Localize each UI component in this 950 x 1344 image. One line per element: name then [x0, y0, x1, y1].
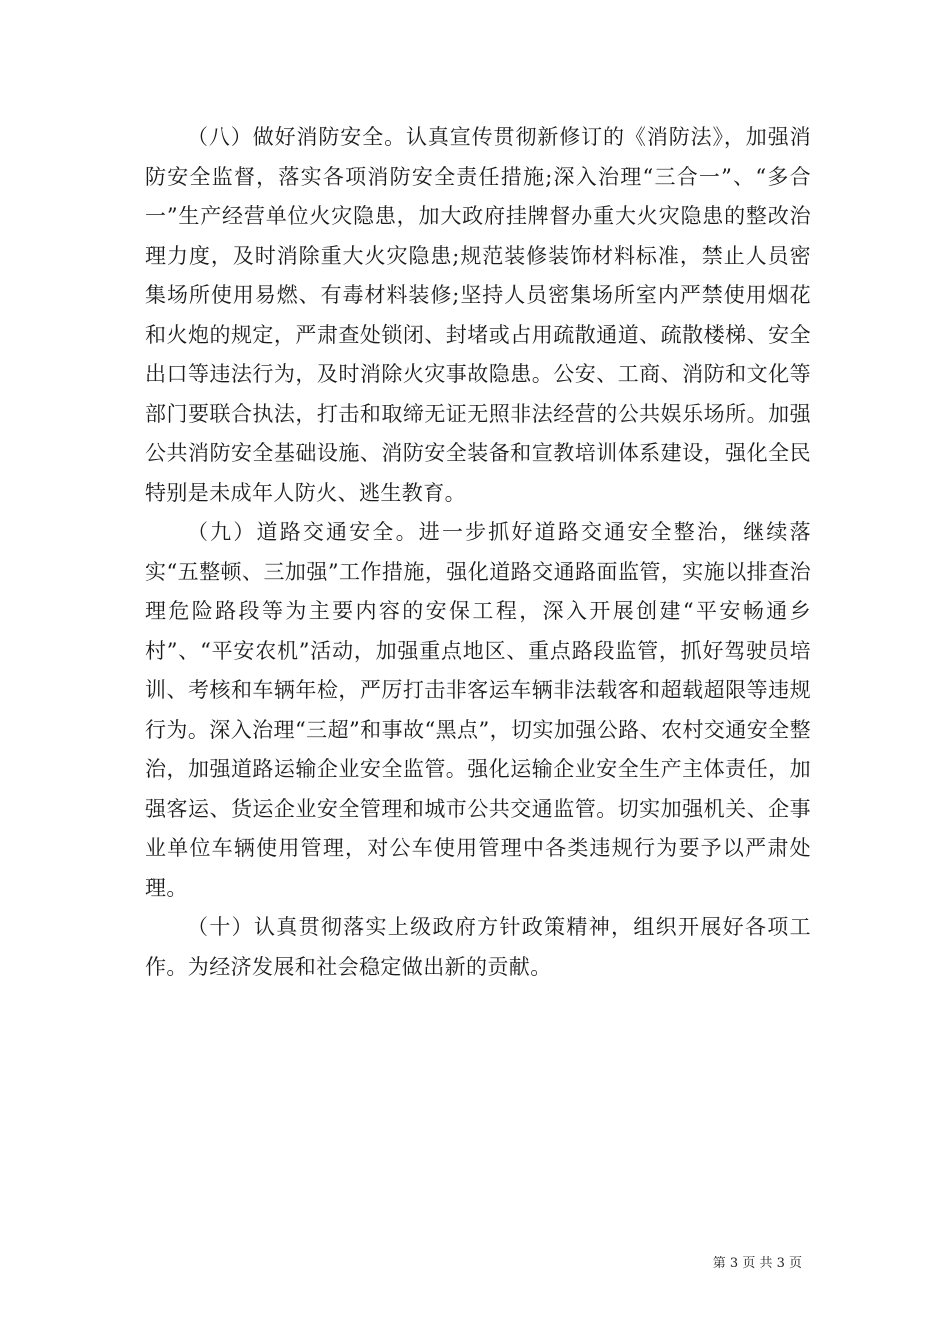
paragraph-implement-policy: （十）认真贯彻落实上级政府方针政策精神，组织开展好各项工作。为经济发展和社会稳定做出新的贡献。: [145, 915, 811, 979]
document-body: [145, 118, 811, 987]
paragraph-road-traffic-safety: （九）道路交通安全。进一步抓好道路交通安全整治，继续落实“五整顿、三加强”工作措施，强化道路交通路面监管，实施以排查治理危险路段等为主要内容的安保工程，深入开展创建“平安畅通乡村”、“平安农机”活动，加强重点地区、重点路段监管，抓好驾驶员培训、考核和车辆年检，严厉打击非客运车辆非法载客和超载超限等违规行为。深入治理“三超”和事故“黑点”，切实加强公路、农村交通安全整治，加强道路运输企业安全监管。强化运输企业安全生产主体责任，加强客运、货运企业安全管理和城市公共交通监管。切实加强机关、企事业单位车辆使用管理，对公车使用管理中各类违规行为要予以严肃处理。: [145, 520, 811, 900]
page-number-footer: 第 3 页 共 3 页: [712, 1256, 802, 1271]
paragraph-fire-safety: （八）做好消防安全。认真宣传贯彻新修订的《消防法》，加强消防安全监督，落实各项消防安全责任措施;深入治理“三合一”、“多合一”生产经营单位火灾隐患，加大政府挂牌督办重大火灾隐患的整改治理力度，及时消除重大火灾隐患;规范装修装饰材料标准，禁止人员密集场所使用易燃、有毒材料装修;坚持人员密集场所室内严禁使用烟花和火炮的规定，严肃查处锁闭、封堵或占用疏散通道、疏散楼梯、安全出口等违法行为，及时消除火灾事故隐患。公安、工商、消防和文化等部门要联合执法，打击和取缔无证无照非法经营的公共娱乐场所。加强公共消防安全基础设施、消防安全装备和宣教培训体系建设，强化全民特别是未成年人防火、逃生教育。: [145, 125, 811, 505]
